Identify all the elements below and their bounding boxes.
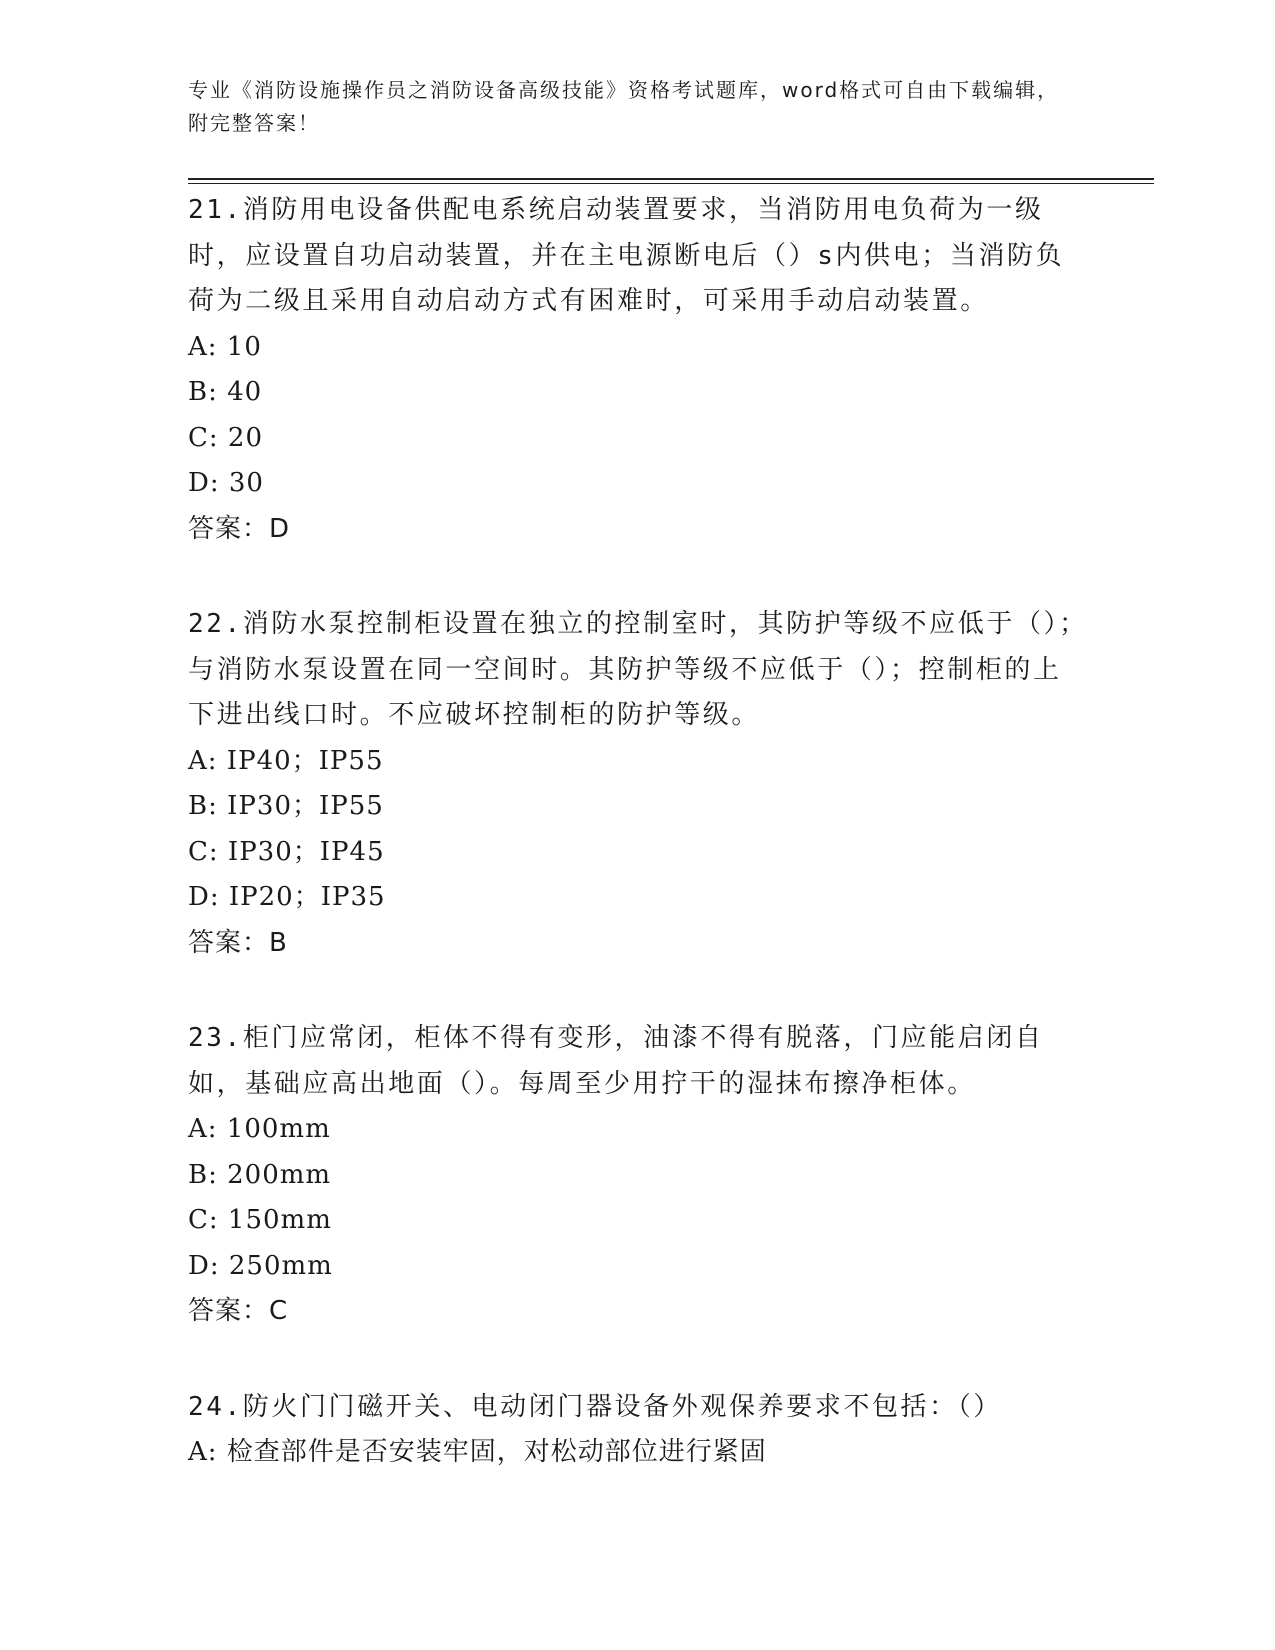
header-divider-thin [188, 183, 1154, 184]
option-c: C: 20 [188, 422, 264, 453]
answer-line: 答案：C [188, 1296, 289, 1326]
option-b: B: 40 [188, 377, 263, 407]
option-a: A: 10 [188, 331, 262, 362]
question-stem: 24.防火门门磁开关、电动闭门器设备外观保养要求不包括：（） [188, 1391, 1002, 1422]
document-header: 专业《消防设施操作员之消防设备高级技能》资格考试题库，word格式可自由下载编辑，附完整答案！ [188, 78, 1060, 135]
option-d: D: 30 [188, 468, 264, 498]
question-stem: 22.消防水泵控制柜设置在独立的控制室时，其防护等级不应低于（）；与消防水泵设置在同一空间时。其防护等级不应低于（）；控制柜的上下进出线口时。不应破坏控制柜的防护等级。 [188, 609, 1088, 730]
question-stem: 23.柜门应常闭，柜体不得有变形，油漆不得有脱落，门应能启闭自如，基础应高出地面（）。每周至少用拧干的湿抹布擦净柜体。 [188, 1023, 1044, 1099]
option-a: A: 检查部件是否安装牢固，对松动部位进行紧固 [188, 1437, 767, 1467]
option-c: C: IP30；IP45 [188, 836, 385, 867]
option-a: A: IP40；IP55 [188, 745, 384, 776]
option-d: D: 250mm [188, 1250, 333, 1281]
answer-line: 答案：B [188, 927, 288, 958]
option-a: A: 100mm [188, 1114, 331, 1144]
option-d: D: IP20；IP35 [188, 882, 386, 912]
question-24 [188, 1385, 1088, 1476]
question-22 [188, 602, 1088, 966]
question-21 [188, 188, 1088, 552]
header-divider-thick [188, 178, 1154, 180]
question-stem: 21.消防用电设备供配电系统启动装置要求，当消防用电负荷为一级时，应设置自功启动装置，并在主电源断电后（）s内供电；当消防负荷为二级且采用自动启动方式有困难时，可采用手动启动装置。 [188, 195, 1065, 316]
question-list [188, 188, 1088, 1526]
option-b: B: 200mm [188, 1159, 332, 1190]
question-23 [188, 1016, 1088, 1335]
option-b: B: IP30；IP55 [188, 791, 384, 821]
answer-line: 答案：D [188, 513, 291, 544]
option-c: C: 150mm [188, 1205, 332, 1235]
